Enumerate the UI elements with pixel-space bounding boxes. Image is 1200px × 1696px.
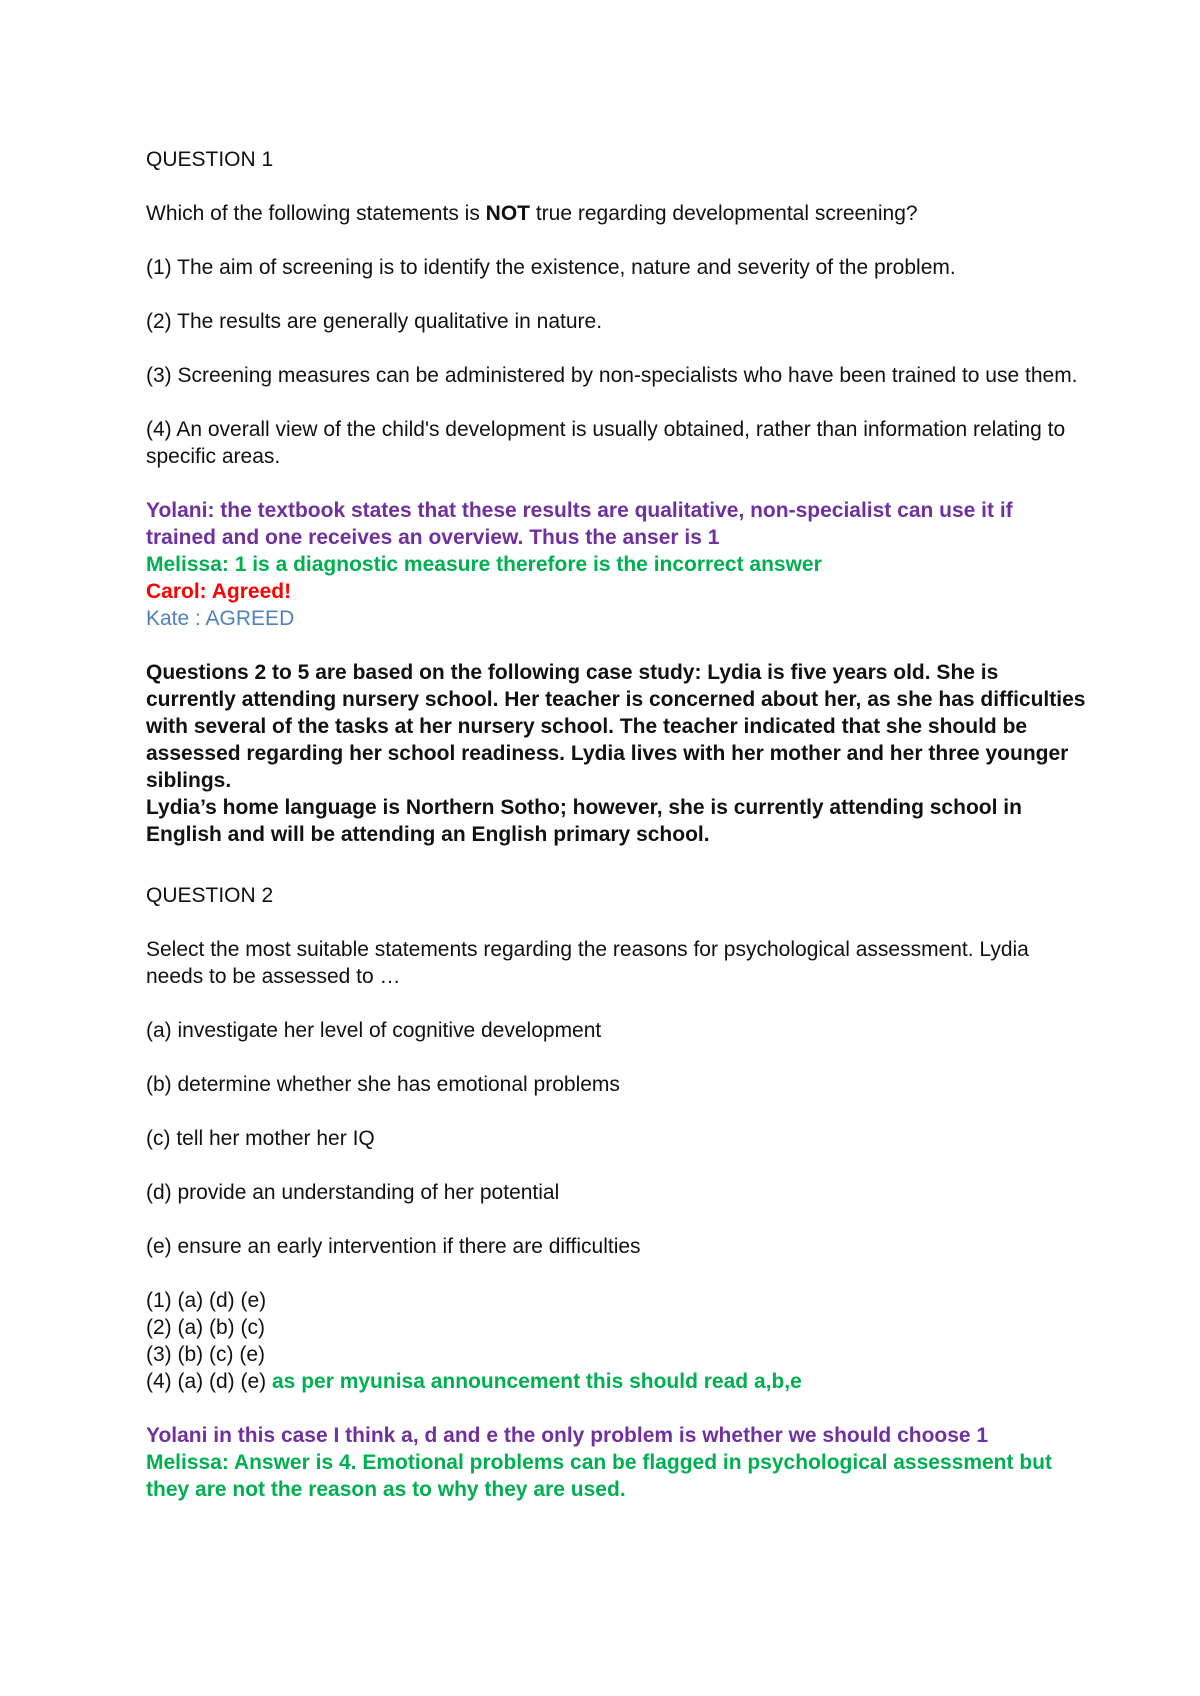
question-2-prompt: Select the most suitable statements regarding the reasons for psychological assessment. Lydia needs to be assessed to … — [146, 938, 1029, 988]
case-study-text-2: Lydia’s home language is Northern Sotho; however, she is currently attending school in English and will be attending an English primary school. — [146, 796, 1022, 846]
question-2-item-a: (a) investigate her level of cognitive development — [146, 1019, 602, 1042]
question-2-heading: QUESTION 2 — [146, 884, 274, 907]
question-2-item-b: (b) determine whether she has emotional problems — [146, 1073, 620, 1096]
q1-comment-yolani: Yolani: the textbook states that these results are qualitative, non-specialist can use it if trained and one receives an overview. Thus the anser is 1 — [146, 499, 1013, 549]
q1-comment-melissa: Melissa: 1 is a diagnostic measure therefore is the incorrect answer — [146, 553, 822, 576]
q2-comment-melissa: Melissa: Answer is 4. Emotional problems can be flagged in psychological assessment but they are not the reason as to why they are used. — [146, 1451, 1052, 1501]
question-2-choice-4 — [146, 1368, 1086, 1395]
question-2-item-c: (c) tell her mother her IQ — [146, 1127, 375, 1150]
question-2-choice-4-note: as per myunisa announcement this should read a,b,e — [272, 1370, 802, 1393]
q2-comment-yolani: Yolani in this case I think a, d and e the only problem is whether we should choose 1 — [146, 1424, 989, 1447]
question-2-item-e: (e) ensure an early intervention if there are difficulties — [146, 1235, 641, 1258]
question-2-choice-1: (1) (a) (d) (e) — [146, 1289, 267, 1312]
q1-comment-kate: Kate : AGREED — [146, 607, 295, 630]
question-2-choice-2: (2) (a) (b) (c) — [146, 1316, 265, 1339]
question-1-option-1: (1) The aim of screening is to identify the existence, nature and severity of the problem. — [146, 256, 956, 279]
question-1-prompt-end: true regarding developmental screening? — [529, 202, 918, 225]
question-2-choice-4-text: (4) (a) (d) (e) — [146, 1370, 272, 1393]
document-page — [146, 146, 1086, 1503]
question-1-option-3: (3) Screening measures can be administered by non-specialists who have been trained to use them. — [146, 364, 1078, 387]
question-1-option-2: (2) The results are generally qualitative in nature. — [146, 310, 603, 333]
q1-comment-carol: Carol: Agreed! — [146, 580, 292, 603]
question-2-choice-3: (3) (b) (c) (e) — [146, 1343, 265, 1366]
question-1-prompt-start: Which of the following statements is — [146, 202, 486, 225]
case-study-text: Questions 2 to 5 are based on the following case study: Lydia is five years old. She is currently attending nursery school. Her teacher is concerned about her, as she has difficulties with several of the tasks at her nursery school. The teacher indicated that she should be assessed regarding her school readiness. Lydia lives with her mother and her three younger siblings. — [146, 661, 1086, 792]
question-1-heading: QUESTION 1 — [146, 148, 274, 171]
question-2-item-d: (d) provide an understanding of her potential — [146, 1181, 560, 1204]
question-1-option-4: (4) An overall view of the child's development is usually obtained, rather than information relating to specific areas. — [146, 418, 1066, 468]
question-1-prompt — [146, 200, 1086, 227]
question-1-prompt-emphasis: NOT — [485, 202, 530, 225]
